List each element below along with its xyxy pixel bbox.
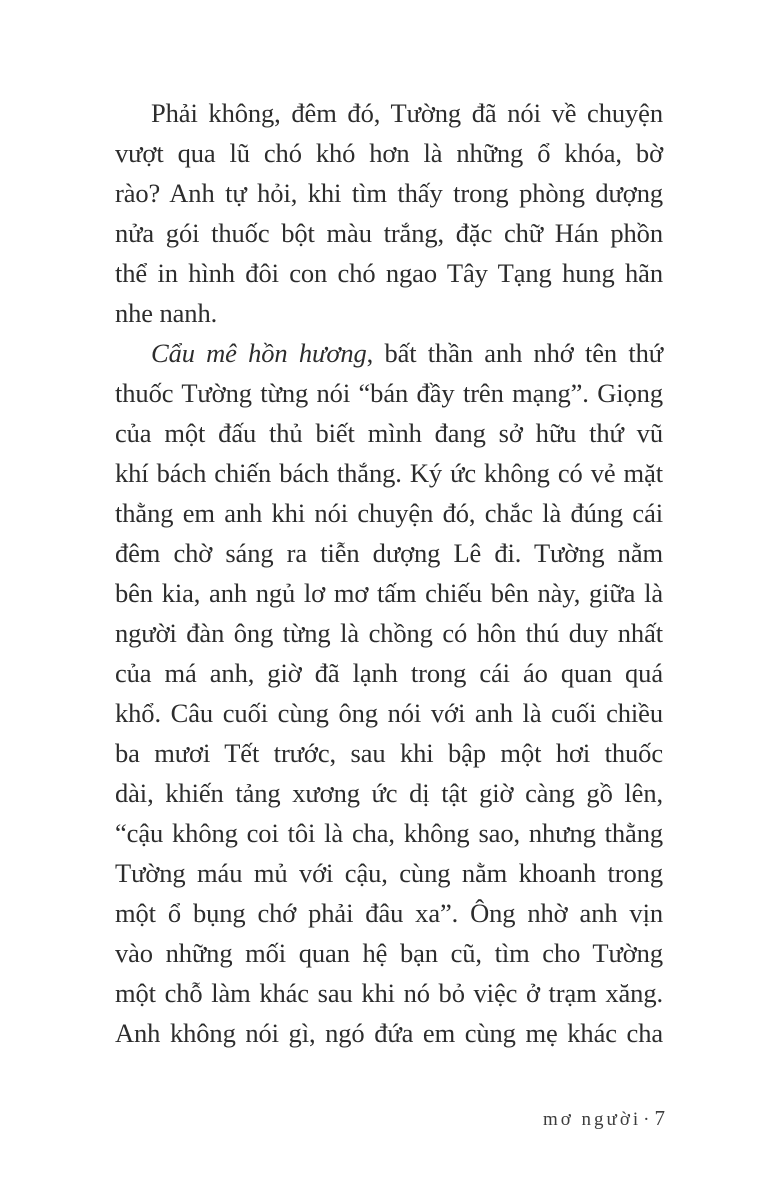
text-line: của một đấu thủ biết mình đang sở hữu thứ vũ [115, 418, 663, 448]
text-line: người đàn ông từng là chồng có hôn thú duy nhất [115, 618, 663, 648]
text-line: khổ. Câu cuối cùng ông nói với anh là cuối chiều [115, 698, 663, 728]
text-line: một ổ bụng chớ phải đâu xa”. Ông nhờ anh vịn [115, 898, 663, 928]
text-line-rest: , bất thần anh nhớ tên thứ [366, 338, 663, 368]
text-line: đêm chờ sáng ra tiễn dượng Lê đi. Tường nằm [115, 538, 663, 568]
text-line: thằng em anh khi nói chuyện đó, chắc là đúng cái [115, 498, 663, 528]
text-line: vượt qua lũ chó khó hơn là những ổ khóa, bờ [115, 138, 663, 168]
text-line: “cậu không coi tôi là cha, không sao, nhưng thằng [115, 818, 663, 848]
text-line: Tường máu mủ với cậu, cùng nằm khoanh trong [115, 858, 663, 888]
text-line: rào? Anh tự hỏi, khi tìm thấy trong phòng dượng [115, 178, 663, 208]
text-line [115, 333, 663, 373]
text-line: bên kia, anh ngủ lơ mơ tấm chiếu bên này, giữa là [115, 578, 663, 608]
italic-phrase: Cẩu mê hồn hương [151, 338, 367, 368]
text-line: thể in hình đôi con chó ngao Tây Tạng hung hãn [115, 258, 663, 288]
running-title: mơ người [542, 1109, 642, 1130]
text-line: Anh không nói gì, ngó đứa em cùng mẹ khác cha [115, 1018, 663, 1048]
page-number: 7 [654, 1106, 665, 1130]
text-line: của má anh, giờ đã lạnh trong cái áo quan quá [115, 658, 663, 688]
footer-separator: · [643, 1109, 653, 1130]
text-line: nhe nanh. [115, 298, 218, 328]
text-line: nửa gói thuốc bột màu trắng, đặc chữ Hán phồn [115, 218, 663, 248]
text-line: khí bách chiến bách thắng. Ký ức không có vẻ mặt [115, 458, 663, 488]
text-line: vào những mối quan hệ bạn cũ, tìm cho Tường [115, 938, 663, 968]
text-line: dài, khiến tảng xương ức dị tật giờ càng gồ lên, [115, 778, 663, 808]
body-text [115, 93, 663, 1053]
page-footer [543, 1106, 665, 1131]
text-line: Phải không, đêm đó, Tường đã nói về chuyện [151, 98, 663, 128]
text-line: thuốc Tường từng nói “bán đầy trên mạng”. Giọng [115, 378, 663, 408]
text-line: một chỗ làm khác sau khi nó bỏ việc ở trạm xăng. [115, 978, 663, 1008]
text-line: ba mươi Tết trước, sau khi bập một hơi thuốc [115, 738, 663, 768]
